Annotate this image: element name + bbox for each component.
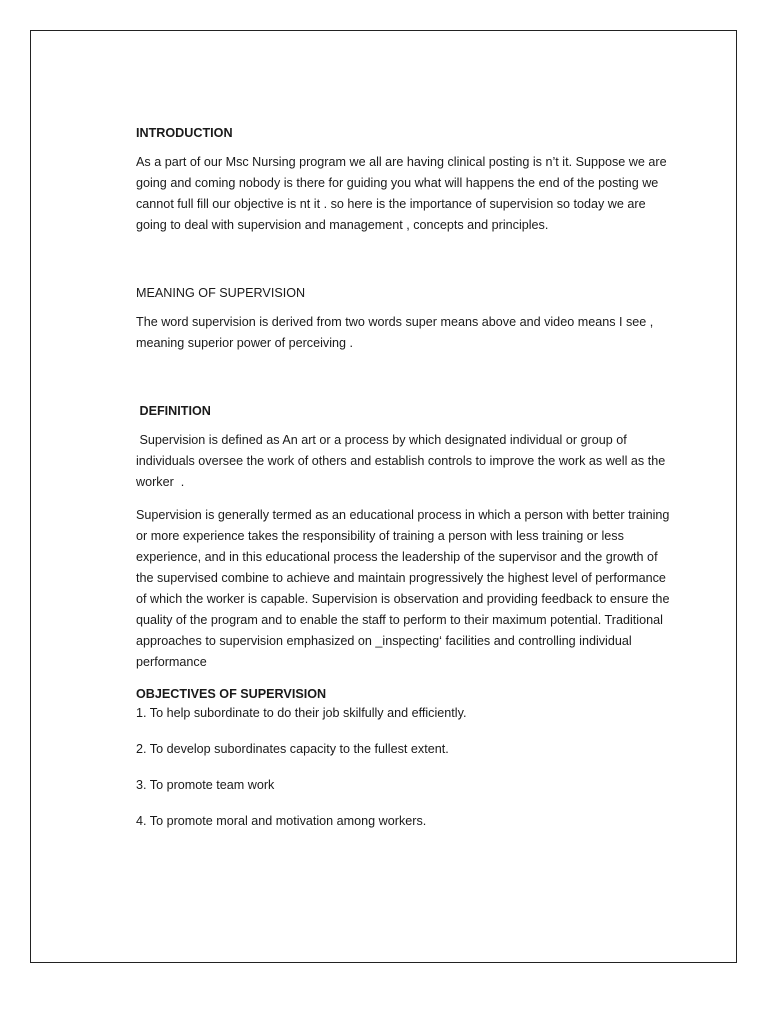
introduction-heading: INTRODUCTION [136, 126, 233, 140]
meaning-heading: MEANING OF SUPERVISION [136, 286, 306, 300]
definition-paragraph-1: Supervision is defined as An art or a process by which designated individual or group of individuals oversee the work of others and establish controls to improve the work as well as the worker . [136, 433, 669, 489]
objective-item: 2. To develop subordinates capacity to the fullest extent. [136, 742, 449, 756]
definition-heading: DEFINITION [136, 404, 211, 418]
introduction-paragraph: As a part of our Msc Nursing program we all are having clinical posting is n’t it. Suppose we are going and coming nobody is there for guiding you what will happens the end of the posting we cannot full fill our objective is nt it . so here is the importance of supervision so today we are going to deal with supervision and management , concepts and principles. [136, 155, 667, 232]
document-body [136, 124, 676, 832]
meaning-paragraph: The word supervision is derived from two words super means above and video means I see , meaning superior power of perceiving . [136, 315, 654, 350]
objective-item: 1. To help subordinate to do their job skilfully and efficiently. [136, 706, 467, 720]
definition-paragraph-2: Supervision is generally termed as an educational process in which a person with better training or more experience takes the responsibility of training a person with less training or less experience, and in this educational process the leadership of the supervisor and the growth of the supervised combine to achieve and maintain progressively the highest level of performance of which the worker is capable. Supervision is observation and providing feedback to ensure the quality of the program and to enable the staff to perform to their maximum potential. Traditional approaches to supervision emphasized on _inspecting‘ facilities and controlling individual performance [136, 508, 670, 669]
objective-item: 4. To promote moral and motivation among workers. [136, 814, 427, 828]
objectives-heading: OBJECTIVES OF SUPERVISION [136, 687, 327, 701]
objective-item: 3. To promote team work [136, 778, 275, 792]
